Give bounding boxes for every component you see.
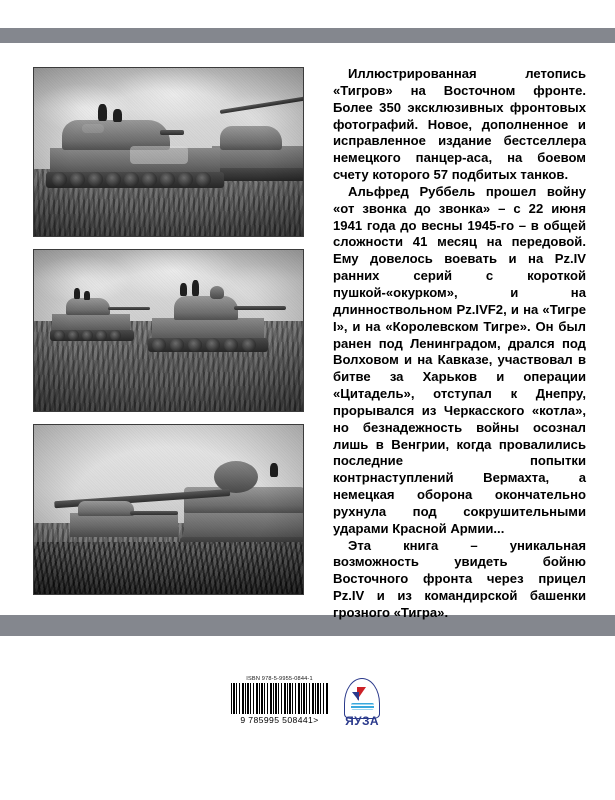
water-waves-icon (351, 703, 374, 710)
publisher-logo (336, 678, 388, 734)
isbn-label: ISBN 978-5-9955-0844-1 (246, 676, 313, 682)
cover-footer (0, 676, 615, 740)
photo-tiger-pair (33, 249, 304, 412)
publisher-name: ЯУЗА (345, 714, 379, 728)
barcode-bars (231, 683, 328, 714)
photo-king-tiger (33, 67, 304, 237)
barcode-digits (231, 715, 328, 725)
back-cover-blurb (333, 66, 586, 622)
photo-column (33, 67, 304, 607)
blurb-paragraph-1: Иллюстрированная летопись «Тигров» на Восточном фронте. Более 350 эксклюзивных фронтовых фотографий. Новое, дополненное и исправленное издание бестселлера немецкого панцер-аса, на боевом счету которого 57 подбитых танков. (333, 66, 586, 183)
sailboat-blue-sail-icon (352, 692, 359, 701)
top-rule-band (0, 28, 615, 43)
barcode-trailing-mark: > (313, 715, 319, 725)
barcode-digits-value: 9 785995 508441 (240, 715, 314, 725)
blurb-paragraph-2: Альфред Руббель прошел войну «от звонка до звонка» – с 22 июня 1941 года до весны 1945-го – в общей сложности 41 месяц на передовой. Ему довелось воевать и на Pz.IV ранних серий с короткой пушкой-«окурком», и на длинноствольном Pz.IVF2, и на «Тигре I», и на «Королевском Тигре». Он был ранен под Ленинградом, дрался под Волховом и на Кавказе, участвовал в битве за Харьков и операции «Цитадель», отступал к Днепру, прорывался из Черкасского «котла», но безнадежность войны осознал лишь в Венгрии, когда провалились последние попытки контрнаступлений Вермахта, а немецкая оборона окончательно рухнула под сокрушительными ударами Красной Армии... (333, 183, 586, 536)
photo-tiger-closeup (33, 424, 304, 595)
isbn-barcode-block (231, 676, 328, 725)
blurb-paragraph-3: Эта книга – уникальная возможность увидеть бойню Восточного фронта через прицел Pz.IV и из командирской башенки грозного «Тигра». (333, 537, 586, 620)
